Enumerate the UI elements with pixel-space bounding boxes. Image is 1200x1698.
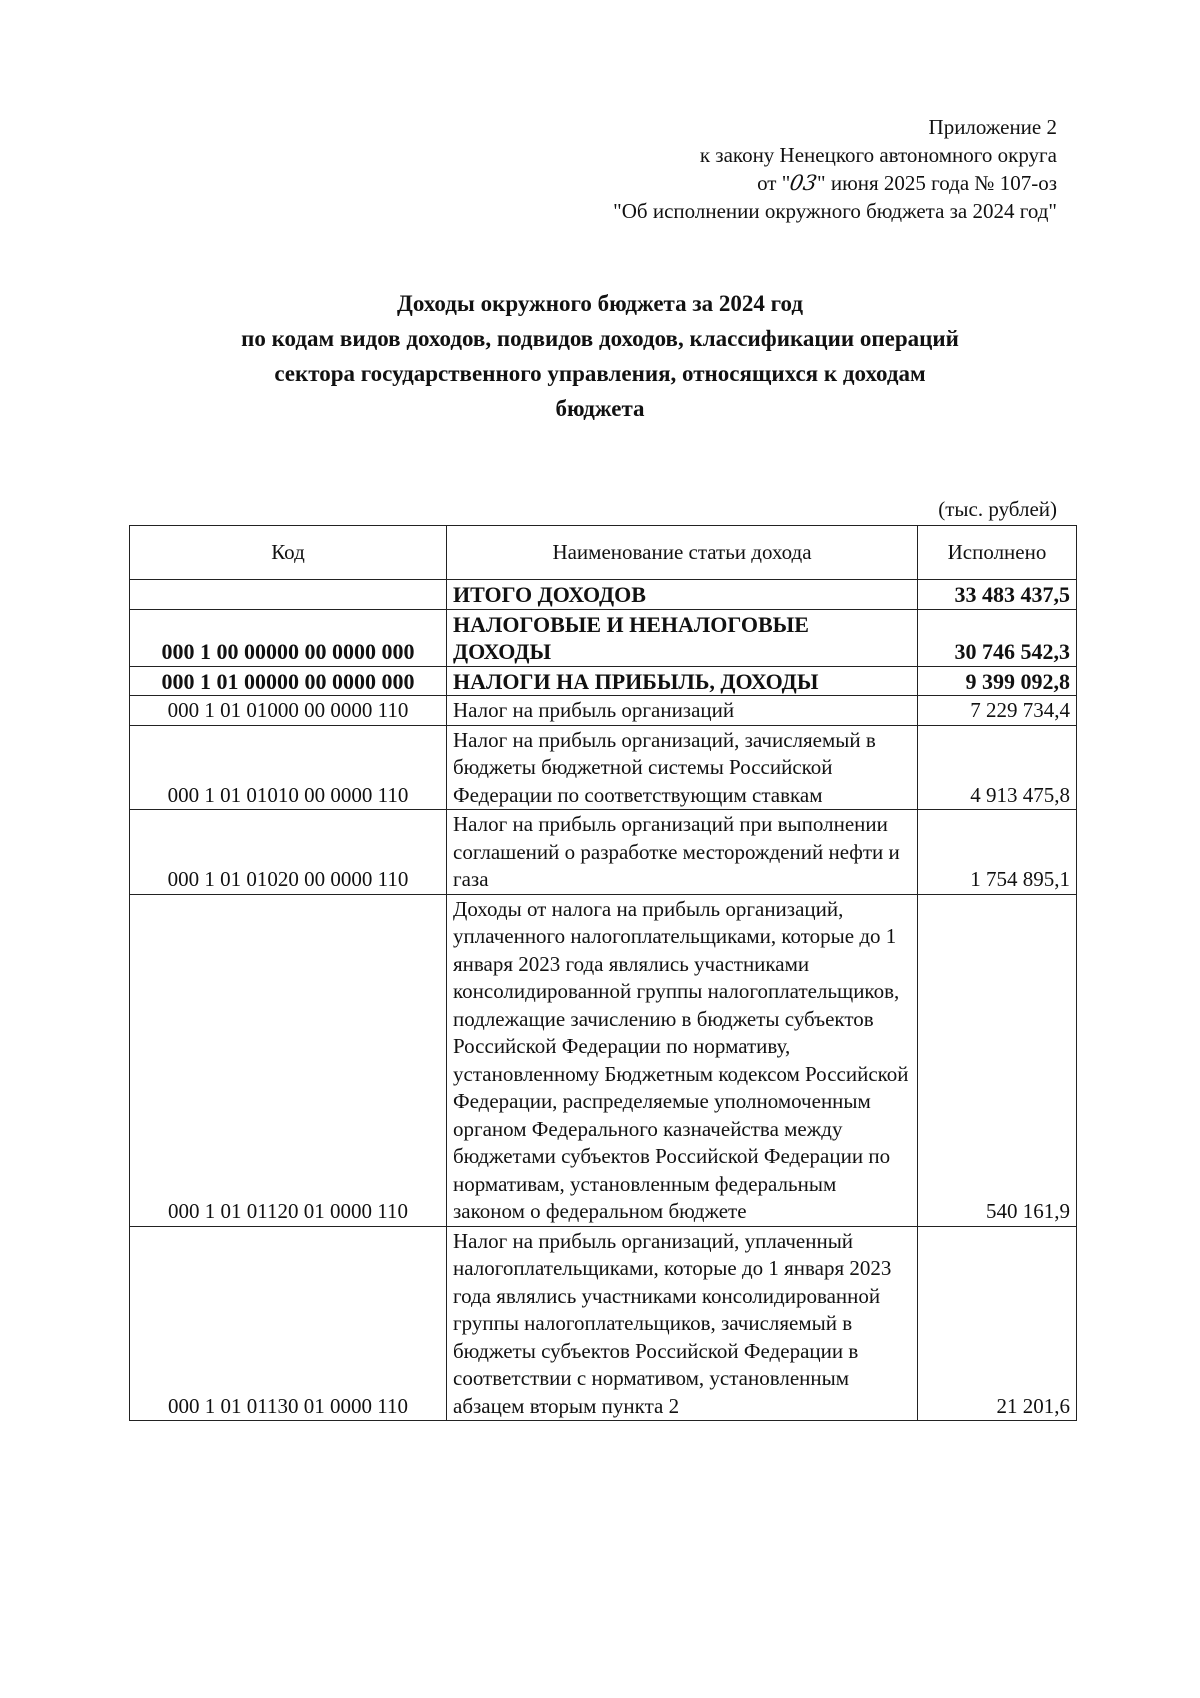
row-name: Налог на прибыль организаций [447, 696, 918, 726]
row-name: Налог на прибыль организаций при выполнении соглашений о разработке месторождений нефти и газа [447, 810, 918, 895]
table-row [130, 810, 1077, 895]
row-amount: 1 754 895,1 [918, 810, 1077, 895]
appendix-law-ref: к закону Ненецкого автономного округа [699, 143, 1057, 167]
document-title [130, 286, 1070, 426]
row-name: Доходы от налога на прибыль организаций, уплаченного налогоплательщиками, которые до 1 января 2023 года являлись участниками консолидированной группы налогоплательщиков, подлежащие зачислению в бюджеты субъектов Российской Федерации по нормативу, установленному Бюджетным кодексом Российской Федерации, распределяемые уполномоченным органом Федерального казначейства между бюджетами субъектов Российской Федерации по нормативам, установленным федеральным законом о федеральном бюджете [447, 894, 918, 1226]
row-name: ИТОГО ДОХОДОВ [447, 580, 918, 610]
row-code [130, 580, 447, 610]
appendix-date-prefix: от " [757, 171, 791, 195]
header-name: Наименование статьи дохода [447, 526, 918, 580]
row-code: 000 1 01 01120 01 0000 110 [130, 894, 447, 1226]
row-name: Налог на прибыль организаций, зачисляемый в бюджеты бюджетной системы Российской Федерации по соответствующим ставкам [447, 725, 918, 810]
row-amount: 540 161,9 [918, 894, 1077, 1226]
row-code: 000 1 01 01000 00 0000 110 [130, 696, 447, 726]
table-row [130, 894, 1077, 1226]
header-amount: Исполнено [918, 526, 1077, 580]
appendix-law-title: "Об исполнении окружного бюджета за 2024 год" [613, 199, 1057, 223]
row-code: 000 1 00 00000 00 0000 000 [130, 609, 447, 666]
appendix-date-suffix: " июня 2025 года № 107-оз [817, 171, 1057, 195]
row-code: 000 1 01 01010 00 0000 110 [130, 725, 447, 810]
row-code: 000 1 01 00000 00 0000 000 [130, 666, 447, 696]
income-table [129, 525, 1077, 1421]
table-row [130, 1226, 1077, 1421]
title-line-4: бюджета [555, 396, 645, 421]
title-line-2: по кодам видов доходов, подвидов доходов, классификации операций [241, 326, 959, 351]
title-line-3: сектора государственного управления, относящихся к доходам [274, 361, 926, 386]
row-amount: 7 229 734,4 [918, 696, 1077, 726]
appendix-block [613, 113, 1057, 225]
units-label: (тыс. рублей) [938, 497, 1057, 521]
table-row [130, 666, 1077, 696]
row-code: 000 1 01 01130 01 0000 110 [130, 1226, 447, 1421]
table-row [130, 580, 1077, 610]
row-amount: 9 399 092,8 [918, 666, 1077, 696]
row-amount: 30 746 542,3 [918, 609, 1077, 666]
row-amount: 21 201,6 [918, 1226, 1077, 1421]
table-row [130, 725, 1077, 810]
row-name: НАЛОГОВЫЕ И НЕНАЛОГОВЫЕ ДОХОДЫ [447, 609, 918, 666]
table-header-row [130, 526, 1077, 580]
handwritten-day: 03 [788, 171, 820, 195]
table-row [130, 696, 1077, 726]
table-row [130, 609, 1077, 666]
row-name: Налог на прибыль организаций, уплаченный налогоплательщиками, которые до 1 января 2023 года являлись участниками консолидированной группы налогоплательщиков, зачисляемый в бюджеты субъектов Российской Федерации в соответствии с нормативом, установленным абзацем вторым пункта 2 [447, 1226, 918, 1421]
title-line-1: Доходы окружного бюджета за 2024 год [397, 291, 803, 316]
row-amount: 33 483 437,5 [918, 580, 1077, 610]
row-name: НАЛОГИ НА ПРИБЫЛЬ, ДОХОДЫ [447, 666, 918, 696]
row-code: 000 1 01 01020 00 0000 110 [130, 810, 447, 895]
appendix-number: Приложение 2 [928, 115, 1057, 139]
header-code: Код [130, 526, 447, 580]
appendix-date-line [613, 169, 1057, 197]
row-amount: 4 913 475,8 [918, 725, 1077, 810]
